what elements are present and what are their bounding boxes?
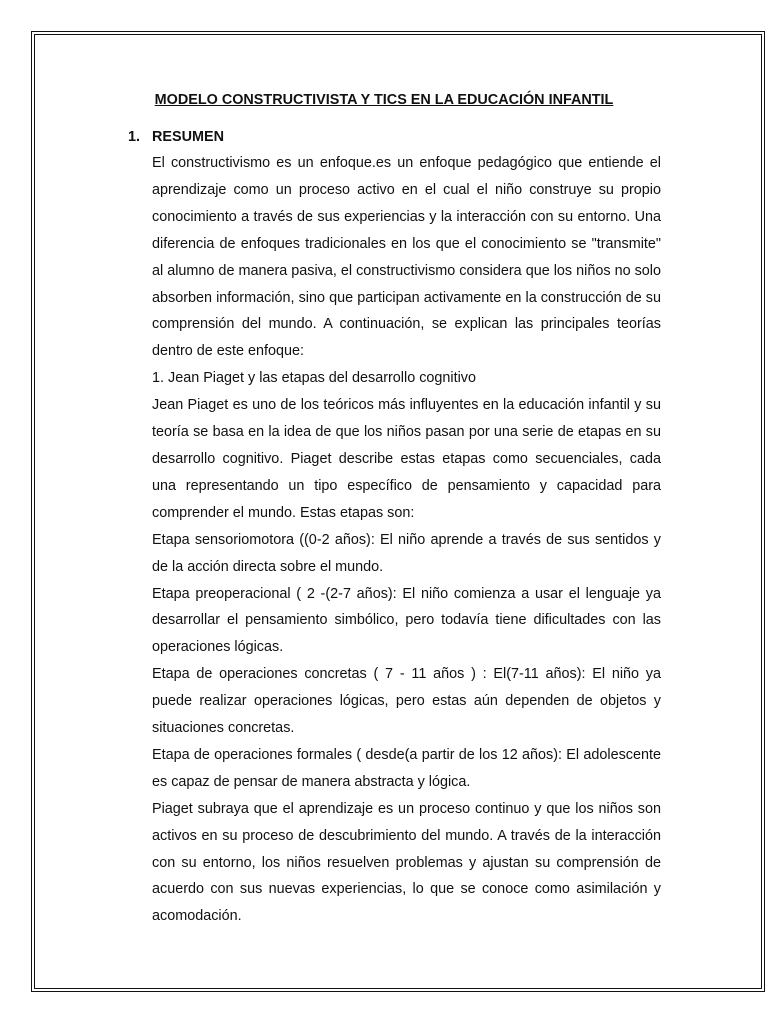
paragraph-intro: El constructivismo es un enfoque.es un enfoque pedagógico que entiende el aprendizaje como un proceso activo en el cual el niño construye su propio conocimiento a través de sus experiencias y la interacción con su entorno. Una diferencia de enfoques tradicionales en los que el conocimiento se "transmite" al alumno de manera pasiva, el constructivismo considera que los niños no solo absorben información, sino que participan activamente en la construcción de su comprensión del mundo. A continuación, se explican las principales teorías dentro de este enfoque: bbox=[152, 155, 661, 360]
document-title: MODELO CONSTRUCTIVISTA Y TICS EN LA EDUCACIÓN INFANTIL bbox=[154, 92, 614, 108]
section-heading bbox=[128, 127, 224, 147]
paragraph-stage-preoperational: Etapa preoperacional ( 2 -(2-7 años): El niño comienza a usar el lenguaje ya desarrollar el pensamiento simbólico, pero todavía tiene dificultades con las operaciones lógicas. bbox=[152, 585, 661, 656]
paragraph-stage-sensorimotor: Etapa sensoriomotora ((0-2 años): El niño aprende a través de sus sentidos y de la acción directa sobre el mundo. bbox=[152, 531, 661, 575]
section-number: 1. bbox=[128, 129, 141, 145]
paragraph-stage-formal: Etapa de operaciones formales ( desde(a partir de los 12 años): El adolescente es capaz de pensar de manera abstracta y lógica. bbox=[152, 746, 661, 790]
section-title: RESUMEN bbox=[152, 129, 224, 145]
section-body bbox=[152, 150, 661, 930]
paragraph-stage-concrete: Etapa de operaciones concretas ( 7 - 11 años ) : El(7-11 años): El niño ya puede realizar operaciones lógicas, pero estas aún dependen de objetos y situaciones concretas. bbox=[152, 666, 661, 737]
paragraph-piaget-theory: Jean Piaget es uno de los teóricos más influyentes en la educación infantil y su teoría se basa en la idea de que los niños pasan por una serie de etapas en su desarrollo cognitivo. Piaget describe estas etapas como secuenciales, cada una representando un tipo específico de pensamiento y capacidad para comprender el mundo. Estas etapas son: bbox=[152, 397, 661, 521]
paragraph-conclusion: Piaget subraya que el aprendizaje es un proceso continuo y que los niños son activos en su proceso de descubrimiento del mundo. A través de la interacción con su entorno, los niños resuelven problemas y ajustan su comprensión de acuerdo con sus nuevas experiencias, lo que se conoce como asimilación y acomodación. bbox=[152, 800, 661, 925]
paragraph-subheading-piaget: 1. Jean Piaget y las etapas del desarrollo cognitivo bbox=[152, 370, 476, 387]
